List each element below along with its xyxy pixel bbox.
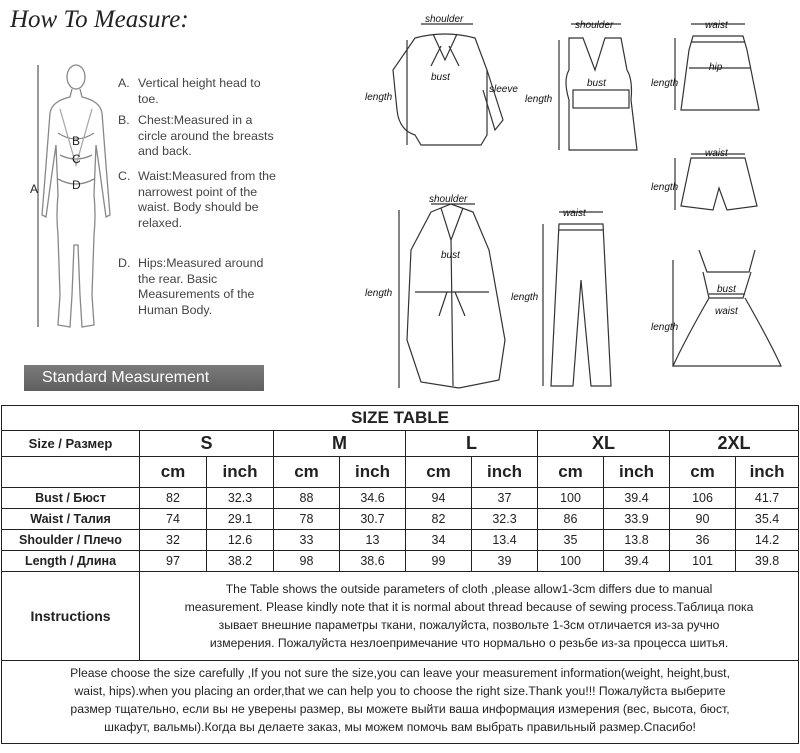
table-cell: 13.4 <box>472 530 538 551</box>
svg-text:shoulder: shoulder <box>429 194 468 205</box>
table-cell: 101 <box>670 551 736 572</box>
table-cell: 32 <box>140 530 207 551</box>
instructions-label: Instructions <box>2 572 140 661</box>
table-cell: 39.4 <box>604 551 670 572</box>
unit-header-empty <box>2 457 140 488</box>
svg-text:length: length <box>651 182 679 193</box>
table-cell: 14.2 <box>736 530 799 551</box>
svg-text:waist: waist <box>705 20 728 31</box>
svg-text:waist: waist <box>563 208 586 219</box>
svg-text:bust: bust <box>717 284 736 295</box>
svg-text:bust: bust <box>431 72 450 83</box>
svg-text:waist: waist <box>715 306 738 317</box>
unit-header: cm <box>274 457 340 488</box>
pants-icon <box>551 224 611 386</box>
svg-text:hip: hip <box>709 62 723 73</box>
unit-header: cm <box>140 457 207 488</box>
table-cell: 97 <box>140 551 207 572</box>
table-cell: 78 <box>274 509 340 530</box>
table-cell: 13 <box>340 530 406 551</box>
table-cell: 35 <box>538 530 604 551</box>
size-table <box>1 405 799 744</box>
table-cell: 39.8 <box>736 551 799 572</box>
unit-header: inch <box>207 457 274 488</box>
table-cell: 37 <box>472 488 538 509</box>
size-header-m: M <box>274 431 406 457</box>
svg-text:length: length <box>525 94 553 105</box>
table-cell: 32.3 <box>207 488 274 509</box>
vest-icon <box>566 38 637 150</box>
row-label-length: Length / Длина <box>2 551 140 572</box>
size-header-l: L <box>406 431 538 457</box>
figure-letter-a: A <box>30 182 39 196</box>
table-cell: 34.6 <box>340 488 406 509</box>
standard-measurement-banner: Standard Measurement <box>24 365 264 391</box>
table-cell: 29.1 <box>207 509 274 530</box>
figure-letter-d: D <box>72 178 81 192</box>
table-cell: 88 <box>274 488 340 509</box>
table-row-bust <box>2 488 799 509</box>
table-cell: 100 <box>538 488 604 509</box>
how-to-measure-title: How To Measure: <box>10 6 189 33</box>
svg-text:shoulder: shoulder <box>425 14 464 25</box>
table-cell: 99 <box>406 551 472 572</box>
svg-text:length: length <box>365 288 393 299</box>
table-cell: 38.6 <box>340 551 406 572</box>
table-cell: 35.4 <box>736 509 799 530</box>
how-to-measure-section: How To Measure: A B C D A. Vertical height head to toe. B. Chest:Measured in a circle around the breasts and back. C. Waist:Measured from the narrowest point of the waist. Body should be relaxed. D. Hips:Measured around the rear. Basic Measurements of the Human Body. Standard Measurement shoulder bust length sleeve shoulder bust length waist hip length waist length shoulder bust length waist length bust waist length <box>0 0 800 403</box>
table-cell: 94 <box>406 488 472 509</box>
table-cell: 32.3 <box>472 509 538 530</box>
table-row-length <box>2 551 799 572</box>
svg-text:length: length <box>511 292 539 303</box>
table-cell: 100 <box>538 551 604 572</box>
svg-text:sleeve: sleeve <box>489 84 518 95</box>
size-header-2xl: 2XL <box>670 431 799 457</box>
table-cell: 82 <box>406 509 472 530</box>
row-label-bust: Bust / Бюст <box>2 488 140 509</box>
unit-header: cm <box>670 457 736 488</box>
unit-header: inch <box>736 457 799 488</box>
table-cell: 34 <box>406 530 472 551</box>
shorts-icon <box>681 158 757 210</box>
table-cell: 12.6 <box>207 530 274 551</box>
instructions-text: The Table shows the outside parameters of cloth ,please allow1-3cm differs due to manual measurement. Please kindly note that it is normal about thread because of sewing process.Таблица пока зывает внешние параметры ткани, пожалуйста, позвольте 1-3см отличается из-за ручно измерения. Пожалуйста незлоепримечание что нормально о резьбе из-за процесса шитья. <box>140 572 799 661</box>
table-cell: 106 <box>670 488 736 509</box>
size-table-title: SIZE TABLE <box>2 406 799 431</box>
svg-text:shoulder: shoulder <box>575 20 614 31</box>
row-label-shoulder: Shoulder / Плечо <box>2 530 140 551</box>
table-cell: 36 <box>670 530 736 551</box>
figure-letter-c: C <box>72 152 81 166</box>
garment-diagrams <box>355 10 800 400</box>
unit-header: cm <box>538 457 604 488</box>
table-cell: 13.8 <box>604 530 670 551</box>
size-advice-row <box>2 661 799 744</box>
instructions-row <box>2 572 799 661</box>
unit-header: inch <box>472 457 538 488</box>
unit-header: cm <box>406 457 472 488</box>
table-cell: 86 <box>538 509 604 530</box>
svg-text:length: length <box>651 322 679 333</box>
table-row-waist <box>2 509 799 530</box>
size-corner-label: Size / Размер <box>2 431 140 457</box>
svg-text:bust: bust <box>441 250 460 261</box>
table-cell: 38.2 <box>207 551 274 572</box>
table-cell: 39.4 <box>604 488 670 509</box>
table-cell: 74 <box>140 509 207 530</box>
unit-header: inch <box>340 457 406 488</box>
size-advice-text: Please choose the size carefully ,If you not sure the size,you can leave your measurement information(weight, height,bust, waist, hips).when you placing an order,that we can help you to choose the right size.Thank you!!! Пожалуйста выберите размер тщательно, если вы не уверены размер, вы можете выйти ваша информация измерения (вес, высота, бюст, шкафут, вальмы).Когда вы делаете заказ, мы можем помочь вам выбрать правильный размер.Спасибо! <box>2 661 799 744</box>
size-header-s: S <box>140 431 274 457</box>
svg-text:length: length <box>651 78 679 89</box>
table-cell: 30.7 <box>340 509 406 530</box>
svg-text:bust: bust <box>587 78 606 89</box>
table-cell: 33 <box>274 530 340 551</box>
size-header-xl: XL <box>538 431 670 457</box>
table-cell: 33.9 <box>604 509 670 530</box>
unit-header: inch <box>604 457 670 488</box>
table-cell: 39 <box>472 551 538 572</box>
coat-icon <box>407 204 505 388</box>
table-cell: 82 <box>140 488 207 509</box>
table-cell: 90 <box>670 509 736 530</box>
table-cell: 41.7 <box>736 488 799 509</box>
figure-letter-b: B <box>72 134 81 148</box>
table-row-shoulder <box>2 530 799 551</box>
skirt-icon <box>681 36 759 110</box>
svg-text:length: length <box>365 92 393 103</box>
human-body-figure <box>30 55 130 345</box>
table-cell: 98 <box>274 551 340 572</box>
row-label-waist: Waist / Талия <box>2 509 140 530</box>
svg-text:waist: waist <box>705 148 728 159</box>
